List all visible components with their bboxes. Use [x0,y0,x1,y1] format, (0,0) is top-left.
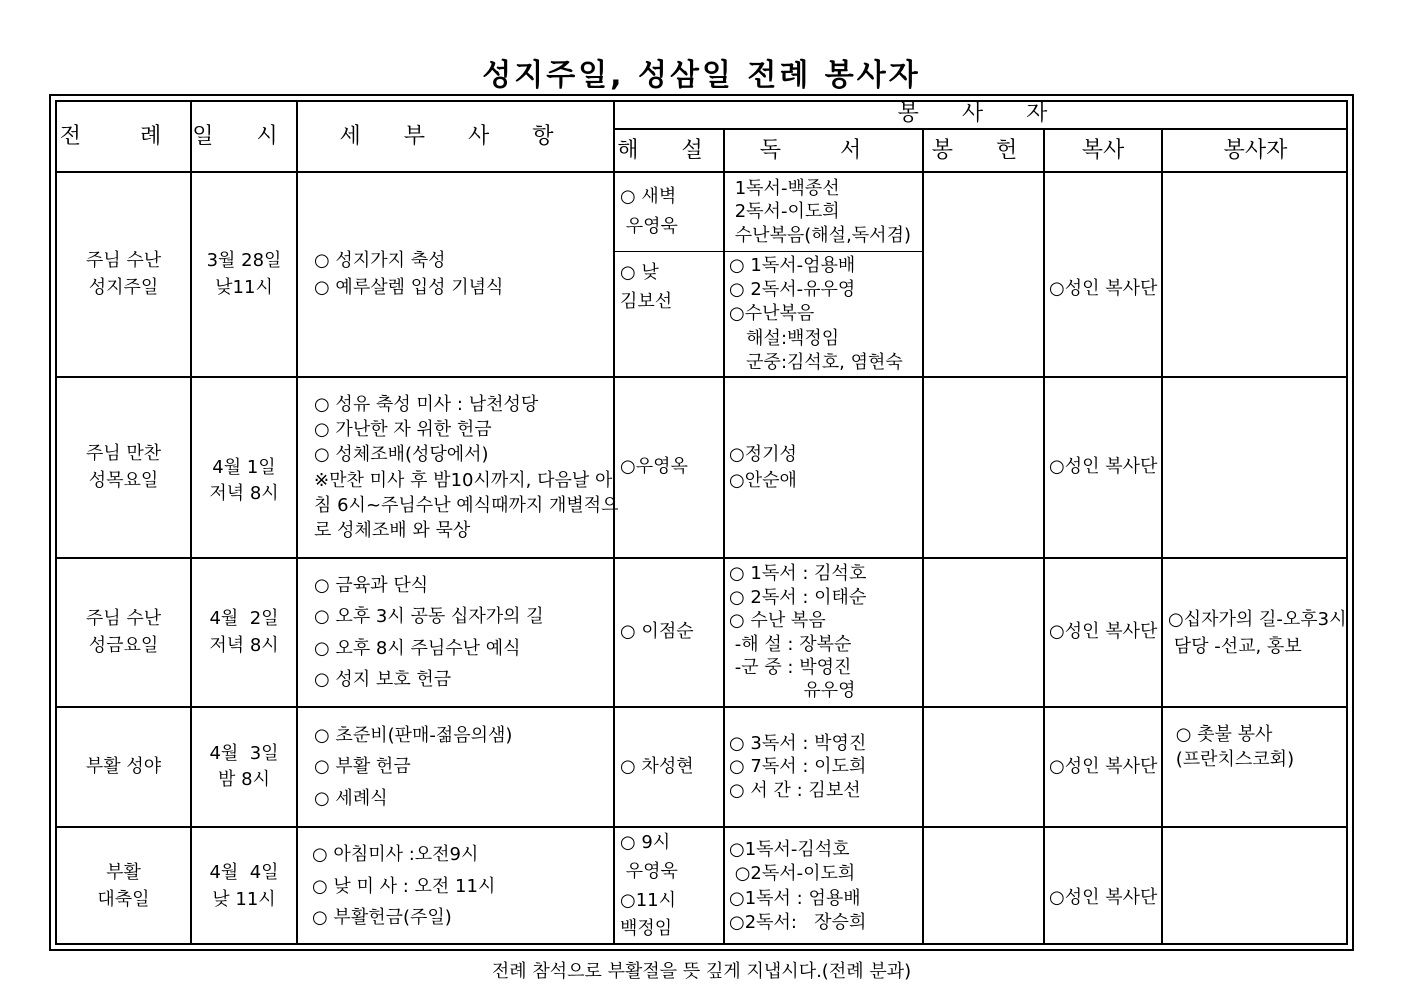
row3-commentary: ○ 이점순 [620,621,694,643]
row4-volunteer: ○ 촛불 봉사 (프란치스코회) [1170,724,1295,771]
row2-details: ○ 성유 축성 미사 : 남천성당 ○ 가난한 자 위한 헌금 ○ 성체조배(성당에서) ※만찬 미사 후 밤10시까지, 다음날 아 침 6시~주님수난 예식때까지 개별적으 로 성체조배 와 묵상 [314,393,619,541]
row1-reading-a: 1독서-백종선 2독서-이도희 수난복음(해설,독서겸) [729,177,911,246]
header-offering: 봉 헌 [931,137,1036,163]
header-volunteer: 봉사자 [1223,137,1288,163]
header-altar: 복사 [1081,137,1125,163]
row3-datetime: 4월 2일 저녁 8시 [209,608,279,656]
row3-reading: ○ 1독서 : 김석호 ○ 2독서 : 이태순 ○ 수난 복음 -해 설 : 장복순 -군 중 : 박영진 유우영 [729,563,867,702]
page-title: 성지주일, 성삼일 전례 봉사자 [482,58,921,93]
row4-datetime: 4월 3일 밤 8시 [209,742,279,790]
header-reading: 독 서 [759,137,888,163]
header-commentary: 해 설 [617,137,721,163]
row1-altar: ○성인 복사단 [1049,278,1158,300]
row2-liturgy: 주님 만찬 성목요일 [85,443,162,491]
header-details: 세 부 사 항 [339,123,572,149]
row5-datetime: 4월 4일 낮 11시 [209,862,279,910]
row1-datetime: 3월 28일 낮11시 [206,250,282,298]
header-datetime: 일 시 [192,123,296,149]
row5-details: ○ 아침미사 :오전9시 ○ 낮 미 사 : 오전 11시 ○ 부활헌금(주일) [312,844,496,929]
row4-liturgy: 부활 성야 [85,755,162,777]
row4-altar: ○성인 복사단 [1049,755,1158,777]
row4-commentary: ○ 차성현 [620,755,694,777]
row3-volunteer: ○십자가의 길-오후3시 담당 -선교, 홍보 [1168,608,1347,657]
row1-commentary-a: ○ 새벽 우영욱 [620,186,678,237]
row4-reading: ○ 3독서 : 박영진 ○ 7독서 : 이도희 ○ 서 간 : 김보선 [729,732,867,801]
footer-note: 전례 참석으로 부활절을 뜻 깊게 지냅시다.(전례 분과) [491,961,912,982]
row3-details: ○ 금육과 단식 ○ 오후 3시 공동 십자가의 길 ○ 오후 8시 주님수난 예식 ○ 성지 보호 헌금 [314,574,544,690]
row2-altar: ○성인 복사단 [1049,456,1158,478]
row5-commentary: ○ 9시 우영욱 ○11시 백정임 [620,831,678,940]
row5-altar: ○성인 복사단 [1049,886,1158,908]
row1-commentary-b: ○ 낮 김보선 [620,262,673,312]
row2-commentary: ○우영옥 [620,456,688,478]
row5-liturgy: 부활 대축일 [97,862,150,910]
row3-altar: ○성인 복사단 [1049,621,1158,643]
header-servers-group: 봉 사 자 [897,101,1066,127]
header-liturgy: 전 례 [59,123,188,149]
row1-liturgy: 주님 수난 성지주일 [85,250,162,298]
row5-reading: ○1독서-김석호 ○2독서-이도희 ○1독서 : 엄용배 ○2독서: 장승희 [729,838,867,933]
row4-details: ○ 초준비(판매-젊음의샘) ○ 부활 헌금 ○ 세례식 [314,724,513,809]
row2-datetime: 4월 1일 저녁 8시 [209,456,279,504]
row1-details: ○ 성지가지 축성 ○ 예루살렘 입성 기념식 [314,250,504,298]
row3-liturgy: 주님 수난 성금요일 [85,608,162,656]
row2-reading: ○정기성 ○안순애 [729,444,797,491]
row1-reading-b: ○ 1독서-엄용배 ○ 2독서-유우영 ○수난복음 해설:백정임 군중:김석호, 염현숙 [729,254,903,373]
